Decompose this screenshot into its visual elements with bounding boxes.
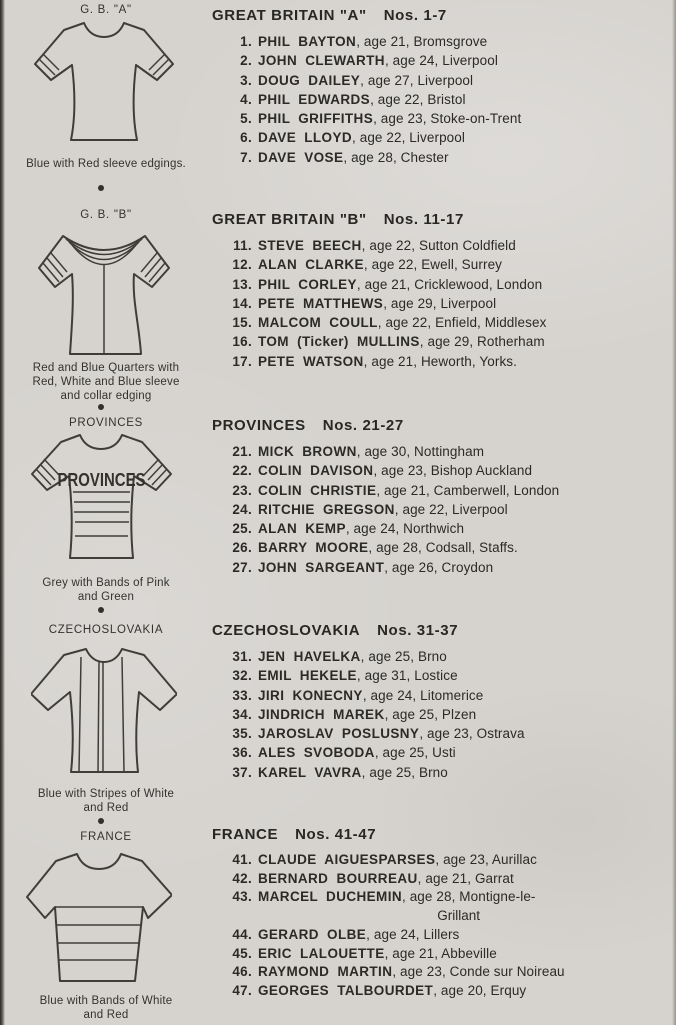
rider-name: RAYMOND MARTIN <box>258 964 393 980</box>
rider-number: 5. <box>240 111 252 127</box>
rider-details: , age 25, Plzen <box>384 706 477 722</box>
rider-details: , age 26, Croydon <box>384 559 494 575</box>
rider-number: 12. <box>232 257 252 273</box>
rider-entry <box>212 352 674 371</box>
rider-details-wrap: Grillant <box>437 908 480 924</box>
race-numbers-range: Nos. 21-27 <box>322 417 404 434</box>
race-numbers-range: Nos. 11-17 <box>383 211 464 228</box>
rider-entry <box>212 666 674 685</box>
rider-number: 26. <box>232 540 252 556</box>
rider-number: 6. <box>240 130 252 146</box>
rider-entry <box>212 500 674 519</box>
rider-list <box>212 442 674 577</box>
rider-details: , age 21, Camberwell, London <box>376 482 560 498</box>
rider-number: 15. <box>232 315 252 331</box>
rider-entry <box>212 128 674 147</box>
rider-entry <box>212 558 674 577</box>
rider-number: 46. <box>232 964 252 980</box>
rider-details: , age 22, Enfield, Middlesex <box>377 315 547 331</box>
rider-name: PHIL GRIFFITHS <box>258 111 374 127</box>
figure-caption-gb-a <box>8 157 204 171</box>
rider-name: BERNARD BOURREAU <box>258 870 418 886</box>
caption-line: Red and Blue Quarters with <box>32 362 180 374</box>
figure-caption-france <box>8 994 204 1022</box>
race-numbers-range: Nos. 1-7 <box>383 7 447 24</box>
rider-details: , age 25, Brno <box>360 649 447 664</box>
rider-entry <box>212 32 674 51</box>
rider-entry <box>212 275 674 294</box>
rider-details: , age 25, Usti <box>374 745 456 761</box>
rider-name: PETE MATTHEWS <box>258 295 384 311</box>
rider-name: JIRI KONECNY <box>258 687 363 703</box>
rider-details: , age 21, Bromsgrove <box>356 34 488 49</box>
separator-dot <box>98 185 104 191</box>
rider-name: JOHN SARGEANT <box>258 559 385 575</box>
rider-name: MALCOM COULL <box>258 315 378 331</box>
rider-list <box>212 32 674 167</box>
team-section-gb-a <box>212 7 674 167</box>
sleeve-edging-stripes <box>39 54 169 75</box>
rider-number: 14. <box>232 295 252 311</box>
rider-name: JINDRICH MAREK <box>258 706 385 722</box>
rider-number: 37. <box>232 764 252 780</box>
rider-number: 27. <box>232 559 252 575</box>
rider-name: ERIC LALOUETTE <box>258 945 385 961</box>
section-title <box>212 7 674 24</box>
rider-entry <box>212 926 674 945</box>
vertical-stripe-lines <box>79 657 124 772</box>
rider-number: 25. <box>232 521 252 537</box>
gb-a-jersey-illustration <box>33 20 175 148</box>
rider-details: , age 24, Litomerice <box>362 687 484 703</box>
rider-number: 23. <box>232 482 252 498</box>
figure-label-gb-b: G. B. "B" <box>80 209 132 221</box>
rider-entry <box>212 148 674 167</box>
rider-details: , age 20, Erquy <box>433 982 527 998</box>
rider-details: , age 22, Sutton Coldfield <box>361 238 516 253</box>
rider-details: , age 25, Brno <box>361 764 448 780</box>
separator-dot <box>98 404 104 410</box>
rider-name: PETE WATSON <box>258 353 364 369</box>
caption-line: and collar edging <box>60 390 152 402</box>
separator-dot <box>98 818 104 824</box>
caption-line: and Red <box>83 1009 129 1021</box>
rider-name: JEN HAVELKA <box>258 649 361 664</box>
rider-details: , age 27, Liverpool <box>360 72 474 88</box>
team-name: PROVINCES <box>212 417 306 434</box>
france-jersey-illustration <box>23 851 172 982</box>
section-title <box>212 211 674 228</box>
section-title <box>212 417 674 434</box>
rider-name: PHIL EDWARDS <box>258 91 371 107</box>
rider-number: 13. <box>232 276 252 292</box>
rider-name: GERARD OLBE <box>258 926 367 942</box>
rider-details: , age 21, Heworth, Yorks. <box>363 353 517 369</box>
rider-name: DAVE LLOYD <box>258 130 353 146</box>
caption-line: and Green <box>77 591 135 603</box>
rider-number: 34. <box>232 706 252 722</box>
team-name: CZECHOSLOVAKIA <box>212 622 361 639</box>
rider-name: COLIN DAVISON <box>258 463 374 479</box>
rider-entry <box>212 332 674 351</box>
rider-number: 33. <box>232 687 252 703</box>
rider-entry <box>212 109 674 128</box>
rider-number: 22. <box>232 463 252 479</box>
rider-name: MICK BROWN <box>258 444 357 459</box>
figure-label-france: FRANCE <box>80 831 132 843</box>
rider-number: 16. <box>232 334 252 350</box>
rider-details: , age 24, Lillers <box>366 926 460 942</box>
rider-entry <box>212 945 674 964</box>
rider-details: , age 22, Ewell, Surrey <box>363 257 503 273</box>
rider-details: , age 24, Liverpool <box>384 53 498 69</box>
rider-number: 44. <box>232 926 252 942</box>
rider-number: 43. <box>232 889 252 905</box>
figure-label-gb-a: G. B. "A" <box>80 4 132 16</box>
rider-number: 31. <box>232 649 252 664</box>
rider-number: 17. <box>232 353 252 369</box>
rider-details: , age 28, Montigne-le- <box>402 889 536 905</box>
rider-name: CLAUDE AIGUESPARSES <box>258 852 436 867</box>
team-name: FRANCE <box>212 826 279 843</box>
team-name: GREAT BRITAIN "A" <box>212 7 367 24</box>
rider-entry <box>212 724 674 743</box>
rider-details: , age 23, Stoke-on-Trent <box>373 111 522 127</box>
rider-entry <box>212 888 674 925</box>
rider-number: 1. <box>240 34 252 49</box>
rider-details: , age 29, Rotherham <box>419 334 545 350</box>
rider-details: , age 22, Liverpool <box>352 130 465 146</box>
separator-dot <box>98 607 104 613</box>
czechoslovakia-jersey-illustration <box>31 647 177 776</box>
rider-entry <box>212 647 674 666</box>
team-section-france <box>212 826 674 1001</box>
rider-number: 21. <box>232 444 252 459</box>
rider-number: 2. <box>240 53 252 69</box>
rider-name: RITCHIE GREGSON <box>258 501 395 517</box>
caption-line: Red, White and Blue sleeve <box>32 376 180 388</box>
section-title <box>212 622 674 639</box>
rider-details: , age 29, Liverpool <box>383 295 497 311</box>
rider-name: MARCEL DUCHEMIN <box>258 889 402 905</box>
rider-name: PHIL BAYTON <box>258 34 357 49</box>
rider-name: ALAN CLARKE <box>258 257 364 273</box>
rider-name: JAROSLAV POSLUSNY <box>258 726 420 742</box>
rider-details: , age 23, Conde sur Noireau <box>392 964 565 980</box>
rider-name: GEORGES TALBOURDET <box>258 982 434 998</box>
rider-number: 36. <box>232 745 252 761</box>
figure-caption-czechoslovakia <box>8 787 204 815</box>
rider-name: ALES SVOBODA <box>258 745 375 761</box>
figure-label-provinces: PROVINCES <box>68 417 144 429</box>
rider-name: BARRY MOORE <box>258 540 369 556</box>
rider-number: 24. <box>232 501 252 517</box>
rider-name: JOHN CLEWARTH <box>258 53 385 69</box>
rider-entry <box>212 870 674 889</box>
rider-name: ALAN KEMP <box>258 521 346 537</box>
rider-entry <box>212 236 674 255</box>
rider-details: , age 21, Abbeville <box>384 945 497 961</box>
rider-details: , age 21, Garrat <box>417 870 514 886</box>
rider-entry <box>212 481 674 500</box>
rider-entry <box>212 90 674 109</box>
team-section-czechoslovakia <box>212 622 674 782</box>
rider-number: 3. <box>240 72 252 88</box>
figure-caption-provinces <box>8 576 204 604</box>
rider-list <box>212 851 674 1001</box>
provinces-jersey-illustration <box>30 432 173 564</box>
band-lines <box>73 492 130 536</box>
rider-entry <box>212 313 674 332</box>
rider-entry <box>212 743 674 762</box>
caption-line: Grey with Bands of Pink <box>42 577 170 589</box>
rider-name: DAVE VOSE <box>258 149 344 165</box>
rider-number: 11. <box>233 238 252 253</box>
rider-entry <box>212 442 674 461</box>
rider-details: , age 24, Northwich <box>345 521 465 537</box>
rider-list <box>212 647 674 782</box>
collar-edging-arcs <box>66 239 142 265</box>
rider-entry <box>212 519 674 538</box>
figure-label-czechoslovakia: CZECHOSLOVAKIA <box>48 624 164 636</box>
rider-name: KAREL VAVRA <box>258 764 362 780</box>
rider-details: , age 31, Lostice <box>356 668 458 684</box>
rider-entry <box>212 963 674 982</box>
rider-details: , age 22, Bristol <box>370 91 466 107</box>
team-section-gb-b <box>212 211 674 371</box>
gb-b-jersey-illustration <box>33 224 175 358</box>
rider-number: 41. <box>232 852 252 867</box>
rider-number: 32. <box>232 668 252 684</box>
rider-number: 42. <box>232 870 252 886</box>
race-numbers-range: Nos. 31-37 <box>377 622 459 639</box>
rider-details: , age 30, Nottingham <box>356 444 485 459</box>
provinces-chest-text: PROVINCES <box>57 470 146 490</box>
rider-number: 35. <box>232 726 252 742</box>
rider-entry <box>212 255 674 274</box>
rider-entry <box>212 51 674 70</box>
rider-name: TOM (Ticker) MULLINS <box>258 334 420 350</box>
rider-details: , age 21, Cricklewood, London <box>356 276 543 292</box>
race-numbers-range: Nos. 41-47 <box>295 826 377 843</box>
rider-name: STEVE BEECH <box>258 238 362 253</box>
rider-entry <box>212 538 674 557</box>
team-section-provinces <box>212 417 674 577</box>
rider-entry <box>212 461 674 480</box>
rider-entry <box>212 851 674 870</box>
rider-number: 47. <box>232 982 252 998</box>
rider-name: DOUG DAILEY <box>258 72 361 88</box>
rider-list <box>212 236 674 371</box>
rider-details: , age 23, Ostrava <box>419 726 525 742</box>
team-name: GREAT BRITAIN "B" <box>212 211 367 228</box>
rider-entry <box>212 982 674 1001</box>
rider-entry <box>212 763 674 782</box>
rider-entry <box>212 71 674 90</box>
rider-details: , age 23, Aurillac <box>435 852 537 867</box>
scan-edge-left <box>0 0 5 1025</box>
rider-name: COLIN CHRISTIE <box>258 482 377 498</box>
rider-details: , age 22, Liverpool <box>394 501 508 517</box>
band-lines <box>55 907 143 960</box>
caption-line: Blue with Red sleeve edgings. <box>26 158 186 170</box>
rider-details: , age 28, Codsall, Staffs. <box>368 540 518 556</box>
rider-details: , age 28, Chester <box>343 149 449 165</box>
rider-number: 7. <box>240 149 252 165</box>
rider-entry <box>212 294 674 313</box>
caption-line: Blue with Bands of White <box>39 995 173 1007</box>
rider-entry <box>212 686 674 705</box>
rider-name: EMIL HEKELE <box>258 668 357 684</box>
rider-entry <box>212 705 674 724</box>
section-title <box>212 826 674 843</box>
rider-name: PHIL CORLEY <box>258 276 357 292</box>
caption-line: Blue with Stripes of White <box>37 788 175 800</box>
figure-caption-gb-b <box>8 361 204 403</box>
rider-number: 4. <box>240 91 252 107</box>
rider-details: , age 23, Bishop Auckland <box>373 463 533 479</box>
rider-number: 45. <box>232 945 252 961</box>
caption-line: and Red <box>83 802 129 814</box>
